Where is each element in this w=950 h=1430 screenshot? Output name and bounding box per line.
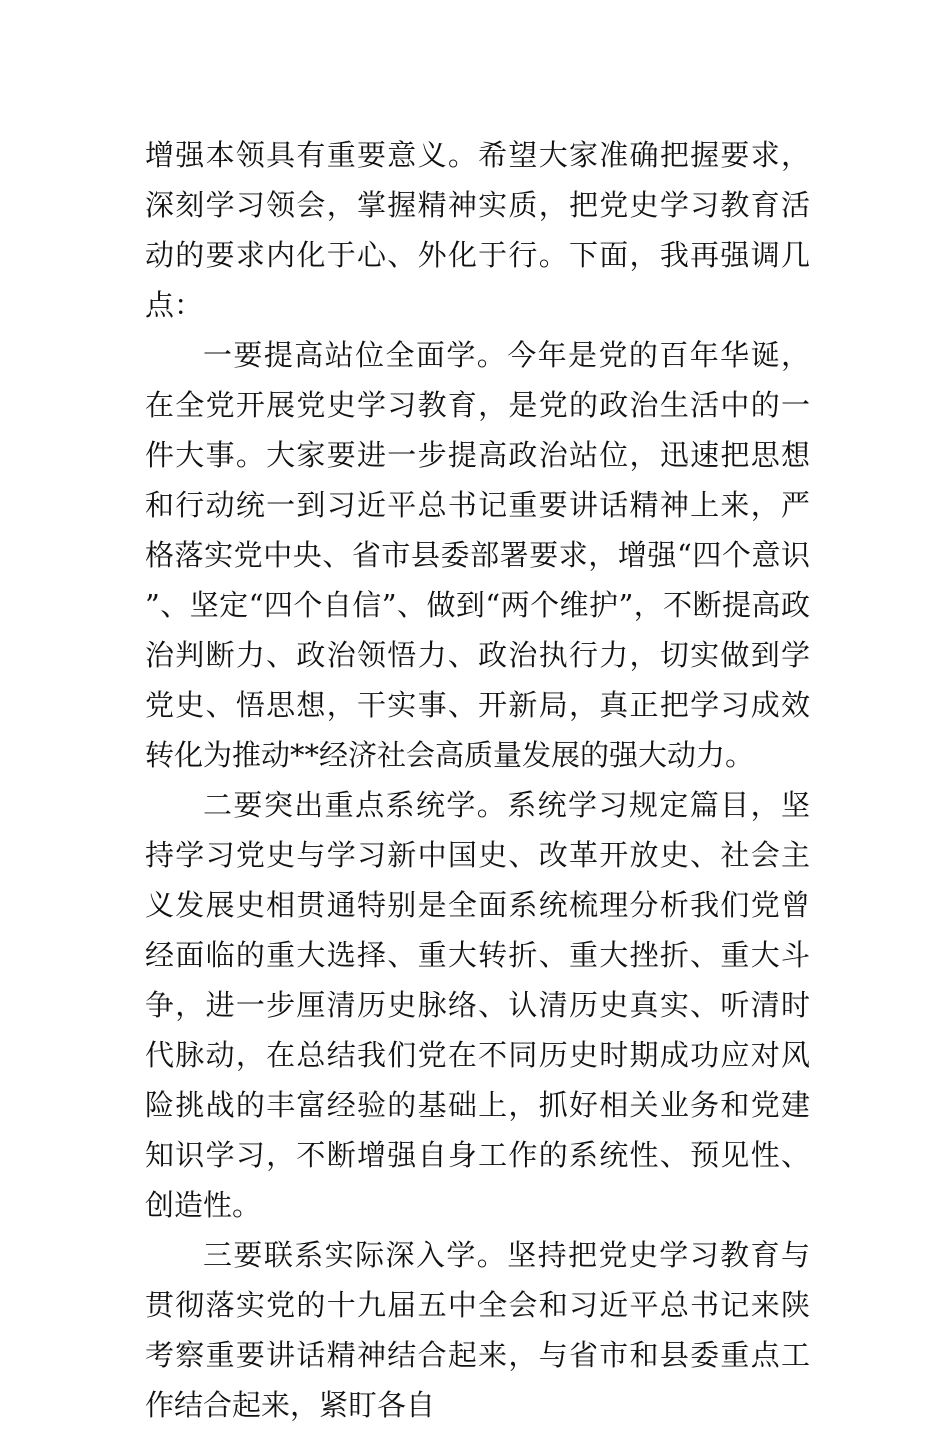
paragraph-point-one: 一要提高站位全面学。今年是党的百年华诞，在全党开展党史学习教育，是党的政治生活中的一件大事。大家要进一步提高政治站位，迅速把思想和行动统一到习近平总书记重要讲话精神上来，严格落实党中央、省市县委部署要求，增强“四个意识”、坚定“四个自信”、做到“两个维护”，不断提高政治判断力、政治领悟力、政治执行力，切实做到学党史、悟思想，干实事、开新局，真正把学习成效转化为推动**经济社会高质量发展的强大动力。 [145, 338, 810, 772]
document-body [145, 130, 810, 1430]
paragraph-point-three: 三要联系实际深入学。坚持把党史学习教育与贯彻落实党的十九届五中全会和习近平总书记来陕考察重要讲话精神结合起来，与省市和县委重点工作结合起来，紧盯各自 [145, 1238, 810, 1422]
paragraph-continuation: 增强本领具有重要意义。希望大家准确把握要求，深刻学习领会，掌握精神实质，把党史学习教育活动的要求内化于心、外化于行。下面，我再强调几点： [145, 138, 810, 322]
paragraph-point-two: 二要突出重点系统学。系统学习规定篇目，坚持学习党史与学习新中国史、改革开放史、社会主义发展史相贯通特别是全面系统梳理分析我们党曾经面临的重大选择、重大转折、重大挫折、重大斗争，进一步厘清历史脉络、认清历史真实、听清时代脉动，在总结我们党在不同历史时期成功应对风险挑战的丰富经验的基础上，抓好相关业务和党建知识学习，不断增强自身工作的系统性、预见性、创造性。 [145, 788, 810, 1222]
